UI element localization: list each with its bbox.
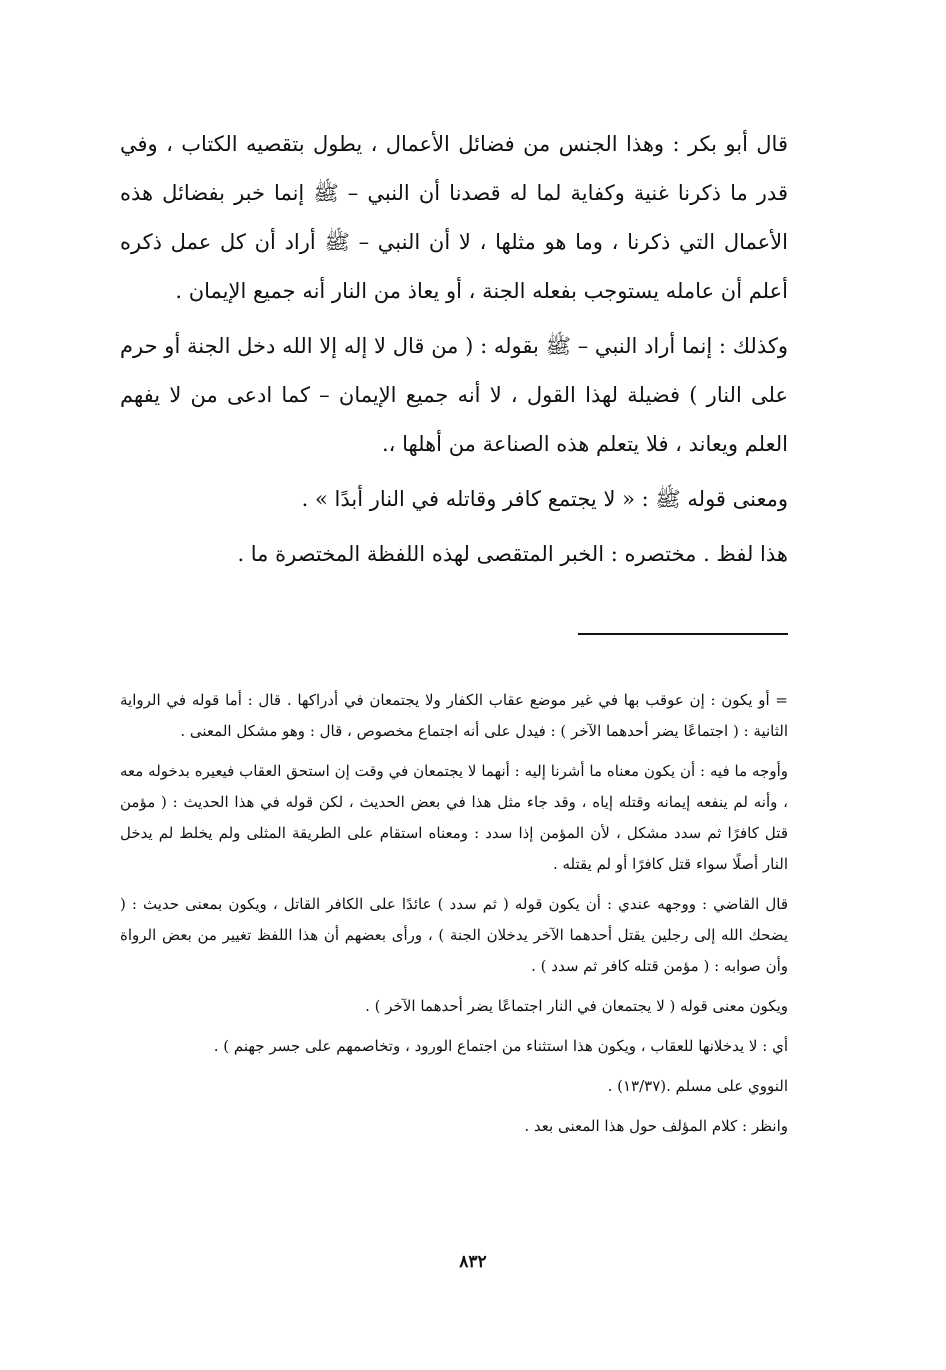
footnote-paragraph-3: قال القاضي : ووجهه عندي : أن يكون قوله ( ثم سدد ) عائدًا على الكافر القاتل ، ويكون بمعنى حديث : ( يضحك الله إلى رجلين يقتل أحدهما الآخر يدخلان الجنة ) ، ورأى بعضهم أن هذا اللفظ تغيير من بعض الرواة وأن صوابه : ( مؤمن قتله كافر ثم سدد ) .: [120, 895, 788, 975]
footnote-paragraph-5: أي : لا يدخلانها للعقاب ، ويكون هذا استثناء من اجتماع الورود ، وتخاصمهم على جسر جهنم ) .: [213, 1037, 788, 1055]
footnote-paragraph-4: ويكون معنى قوله ( لا يجتمعان في النار اجتماعًا يضر أحدهما الآخر ) .: [365, 997, 788, 1015]
footnote-paragraph-2: وأوجه ما فيه : أن يكون معناه ما أشرنا إليه : أنهما لا يجتمعان في وقت إن استحق العقاب فيعيره بدخوله معه ، وأنه لم ينفعه إيمانه وقتله إياه ، وقد جاء مثل هذا في بعض الحديث ، لكن قوله في هذا الحديث : ( مؤمن قتل كافرًا ثم سدد مشكل ، لأن المؤمن إذا سدد : ومعناه استقام على الطريقة المثلى ولم يخلط لم يدخل النار أصلًا سواء قتل كافرًا أو لم يقتله .: [120, 762, 788, 873]
footnote-divider: [578, 633, 788, 635]
page-number: ٨٣٢: [459, 1252, 487, 1272]
body-paragraph-1: قال أبو بكر : وهذا الجنس من فضائل الأعمال ، يطول بتقصيه الكتاب ، وفي قدر ما ذكرنا غنية وكفاية لما له قصدنا أن النبي – ﷺ إنما خبر بفضائل هذه الأعمال التي ذكرنا ، وما هو مثلها ، لا أن النبي – ﷺ أراد أن كل عمل ذكره أعلم أن عامله يستوجب بفعله الجنة ، أو يعاذ من النار أنه جميع الإيمان .: [120, 132, 788, 303]
footnote-paragraph-7: وانظر : كلام المؤلف حول هذا المعنى بعد .: [524, 1117, 788, 1135]
footnote-paragraph-1: = أو يكون : إن عوقب بها في غير موضع عقاب الكفار ولا يجتمعان في أدراكها . قال : أما قوله في الرواية الثانية : ( اجتماعًا يضر أحدهما الآخر ) : فيدل على أنه اجتماع مخصوص ، قال : وهو مشكل المعنى .: [120, 691, 788, 740]
body-paragraph-2: وكذلك : إنما أراد النبي – ﷺ بقوله : ( من قال لا إله إلا الله دخل الجنة أو حرم على النار ) فضيلة لهذا القول ، لا أنه جميع الإيمان – كما ادعى من لا يفهم العلم ويعاند ، فلا يتعلم هذه الصناعة من أهلها ،.: [120, 334, 788, 456]
main-text: [120, 120, 788, 579]
footnote-paragraph-6: النووي على مسلم .(١٣/٣٧) .: [607, 1077, 788, 1095]
body-paragraph-3: ومعنى قوله ﷺ : « لا يجتمع كافر وقاتله في النار أبدًا » .: [301, 487, 788, 511]
body-paragraph-4: هذا لفظ . مختصره : الخبر المتقصى لهذه اللفظة المختصرة ما .: [237, 542, 788, 566]
footnotes: [120, 685, 788, 1142]
